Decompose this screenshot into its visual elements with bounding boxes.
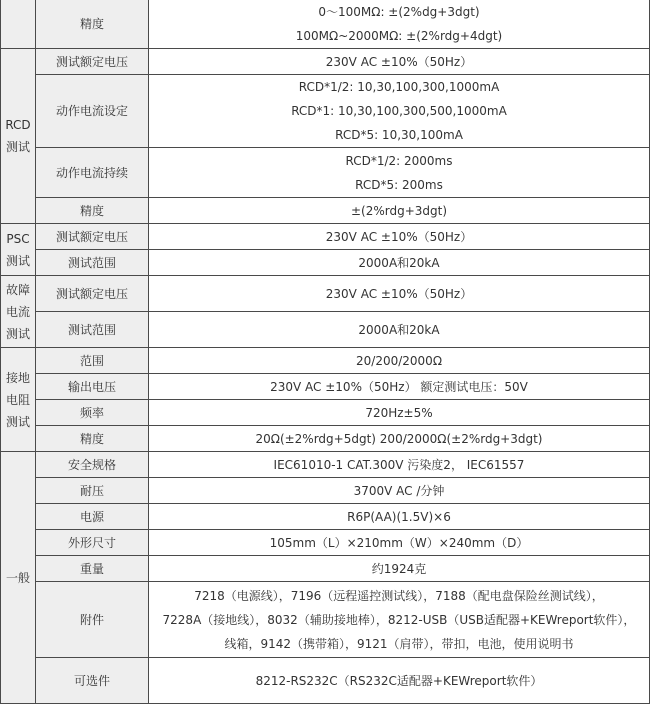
table-row	[1, 276, 650, 312]
table-row	[1, 658, 650, 704]
value-line: RCD*5: 200ms	[355, 177, 443, 192]
row-value	[149, 250, 650, 276]
table-row	[1, 0, 650, 49]
category-cell: PSC 测试	[1, 224, 36, 276]
row-value	[149, 374, 650, 400]
category-cell: 接地 电阻 测试	[1, 348, 36, 452]
row-value	[149, 224, 650, 250]
row-value	[149, 556, 650, 582]
row-value	[149, 530, 650, 556]
row-value	[149, 504, 650, 530]
value-line: RCD*1: 10,30,100,300,500,1000mA	[291, 104, 507, 118]
value-line: 720Hz±5%	[365, 405, 433, 420]
row-label: 可选件	[36, 658, 149, 704]
table-row	[1, 75, 650, 148]
row-value	[149, 400, 650, 426]
category-cell	[1, 0, 36, 49]
row-value	[149, 348, 650, 374]
value-line: RCD*1/2: 2000ms	[345, 153, 453, 168]
table-row	[1, 452, 650, 478]
value-line: 230V AC ±10%（50Hz）	[325, 286, 473, 301]
row-label: 动作电流持续	[36, 148, 149, 198]
row-value	[149, 276, 650, 312]
row-label: 安全规格	[36, 452, 149, 478]
row-value	[149, 426, 650, 452]
row-value	[149, 75, 650, 148]
row-value	[149, 0, 650, 49]
row-label: 输出电压	[36, 374, 149, 400]
value-line: 2000A和20kA	[358, 322, 440, 337]
row-value	[149, 452, 650, 478]
value-line: 20Ω(±2%rdg+5dgt) 200/2000Ω(±2%rdg+3dgt)	[255, 431, 543, 446]
table-row	[1, 530, 650, 556]
value-line: 8212-RS232C（RS232C适配器+KEWreport软件）	[255, 673, 543, 688]
value-line: 3700V AC /分钟	[353, 483, 445, 498]
table-row	[1, 504, 650, 530]
row-value	[149, 658, 650, 704]
table-row	[1, 348, 650, 374]
value-line: 230V AC ±10%（50Hz） 额定测试电压：50V	[270, 379, 528, 394]
row-label: 动作电流设定	[36, 75, 149, 148]
row-value	[149, 478, 650, 504]
row-label: 重量	[36, 556, 149, 582]
table-row	[1, 312, 650, 348]
table-row	[1, 374, 650, 400]
value-line: IEC61010-1 CAT.300V 污染度2， IEC61557	[273, 457, 525, 472]
row-label: 精度	[36, 426, 149, 452]
row-value	[149, 312, 650, 348]
row-value	[149, 582, 650, 658]
value-line: 线箱，9142（携带箱），9121（肩带），带扣，电池，使用说明书	[224, 636, 574, 651]
value-line: 105mm（L）×210mm（W）×240mm（D）	[269, 535, 529, 550]
value-line: 20/200/2000Ω	[356, 353, 442, 368]
table-row	[1, 556, 650, 582]
row-label: 测试范围	[36, 312, 149, 348]
value-line: RCD*5: 10,30,100mA	[335, 128, 463, 142]
table-row	[1, 478, 650, 504]
row-label: 附件	[36, 582, 149, 658]
value-line: 7228A（接地线），8032（辅助接地棒），8212-USB（USB适配器+KEWreport软件），	[162, 612, 636, 627]
value-line: 230V AC ±10%（50Hz）	[325, 54, 473, 69]
table-row	[1, 400, 650, 426]
row-label: 电源	[36, 504, 149, 530]
table-row	[1, 250, 650, 276]
row-value	[149, 198, 650, 224]
row-value	[149, 49, 650, 75]
row-value	[149, 148, 650, 198]
value-line: 2000A和20kA	[358, 255, 440, 270]
row-label: 精度	[36, 0, 149, 49]
table-row	[1, 426, 650, 452]
category-cell: 故障 电流 测试	[1, 276, 36, 348]
value-line: 100MΩ~2000MΩ: ±(2%rdg+4dgt)	[295, 29, 503, 43]
value-line: R6P(AA)(1.5V)×6	[347, 509, 451, 524]
category-cell: RCD 测试	[1, 49, 36, 224]
row-label: 测试额定电压	[36, 49, 149, 75]
row-label: 测试范围	[36, 250, 149, 276]
row-label: 频率	[36, 400, 149, 426]
row-label: 测试额定电压	[36, 276, 149, 312]
table-row	[1, 582, 650, 658]
value-line: 7218（电源线），7196（远程遥控测试线），7188（配电盘保险丝测试线），	[194, 588, 604, 603]
table-row	[1, 49, 650, 75]
value-line: 0～100MΩ: ±(2%dg+3dgt)	[318, 5, 480, 19]
table-row	[1, 198, 650, 224]
value-line: RCD*1/2: 10,30,100,300,1000mA	[298, 80, 500, 94]
row-label: 精度	[36, 198, 149, 224]
category-cell: 一般	[1, 452, 36, 704]
table-row	[1, 148, 650, 198]
value-line: 230V AC ±10%（50Hz）	[325, 229, 473, 244]
row-label: 范围	[36, 348, 149, 374]
spec-table-body	[1, 0, 650, 704]
value-line: ±(2%rdg+3dgt)	[350, 203, 448, 218]
table-row	[1, 224, 650, 250]
row-label: 耐压	[36, 478, 149, 504]
row-label: 测试额定电压	[36, 224, 149, 250]
value-line: 约1924克	[371, 561, 427, 576]
row-label: 外形尺寸	[36, 530, 149, 556]
